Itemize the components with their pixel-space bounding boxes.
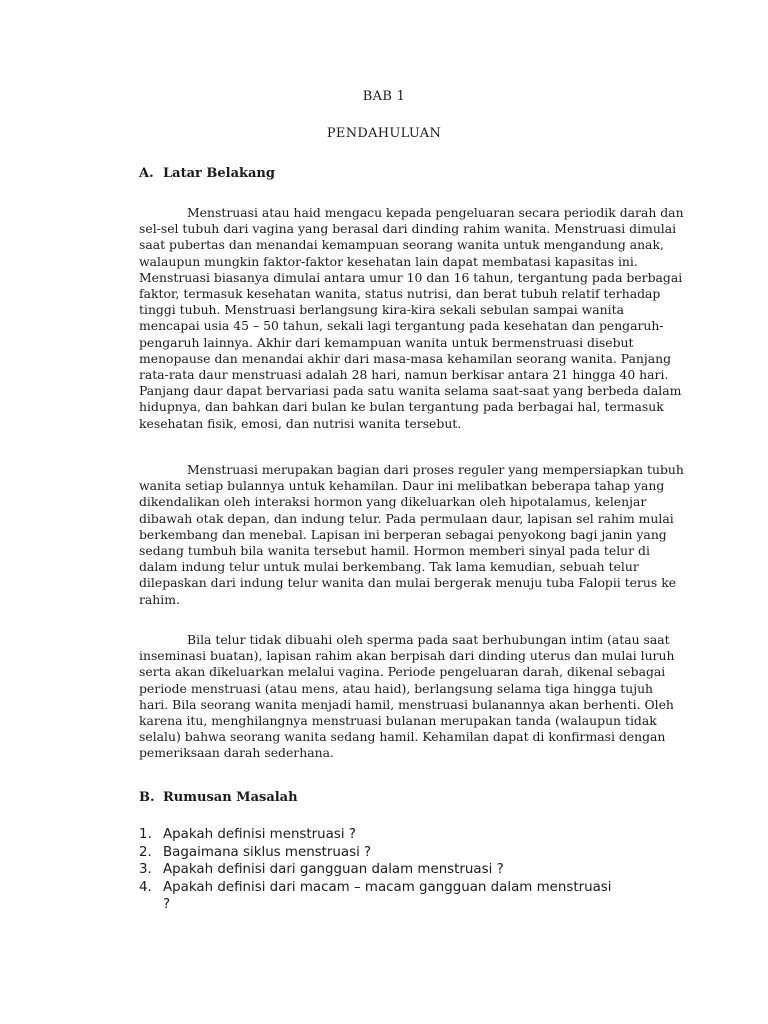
list-item-number: 3. xyxy=(139,862,152,878)
list-item-number: 4. xyxy=(139,879,152,895)
section-b-title: Rumusan Masalah xyxy=(163,790,298,805)
list-item-text: Apakah definisi menstruasi ? xyxy=(163,827,356,842)
list-item xyxy=(139,826,619,844)
list-item xyxy=(139,861,619,879)
question-list xyxy=(139,826,619,914)
paragraph-1 xyxy=(139,205,684,432)
paragraph-3 xyxy=(139,632,684,762)
list-item-number: 2. xyxy=(139,844,152,860)
paragraph-1-text: Menstruasi atau haid mengacu kepada pengeluaran secara periodik darah dan sel-sel tubuh dari vagina yang berasal dari dinding rahim wanita. Menstruasi dimulai saat pubertas dan menandai kemampuan seorang wanita untuk mengandung anak, walaupun mungkin faktor-faktor kesehatan lain dapat membatasi kapasitas ini. Menstruasi biasanya dimulai antara umur 10 dan 16 tahun, tergantung pada berbagai faktor, termasuk kesehatan wanita, status nutrisi, dan berat tubuh relatif terhadap tinggi tubuh. Menstruasi berlangsung kira-kira sekali sebulan sampai wanita mencapai usia 45 – 50 tahun, sekali lagi tergantung pada kesehatan dan pengaruh-pengaruh lainnya. Akhir dari kemampuan wanita untuk bermenstruasi disebut menopause dan menandai akhir dari masa-masa kehamilan seorang wanita. Panjang rata-rata daur menstruasi adalah 28 hari, namun berkisar antara 21 hingga 40 hari. Panjang daur dapat bervariasi pada satu wanita selama saat-saat yang berbeda dalam hidupnya, dan bahkan dari bulan ke bulan tergantung pada berbagai hal, termasuk kesehatan fisik, emosi, dan nutrisi wanita tersebut. xyxy=(139,205,684,431)
chapter-title: PENDAHULUAN xyxy=(326,126,442,141)
section-a-title: Latar Belakang xyxy=(163,166,275,181)
list-item xyxy=(139,844,619,862)
chapter-label: BAB 1 xyxy=(362,89,406,104)
paragraph-2-text: Menstruasi merupakan bagian dari proses reguler yang mempersiapkan tubuh wanita setiap bulannya untuk kehamilan. Daur ini melibatkan beberapa tahap yang dikendalikan oleh interaksi hormon yang dikeluarkan oleh hipotalamus, kelenjar dibawah otak depan, dan indung telur. Pada permulaan daur, lapisan sel rahim mulai berkembang dan menebal. Lapisan ini berperan sebagai penyokong bagi janin yang sedang tumbuh bila wanita tersebut hamil. Hormon memberi sinyal pada telur di dalam indung telur untuk mulai berkembang. Tak lama kemudian, sebuah telur dilepaskan dari indung telur wanita dan mulai bergerak menuju tuba Falopii terus ke rahim. xyxy=(139,462,684,607)
section-a-heading xyxy=(139,166,275,181)
list-item-text: Apakah definisi dari gangguan dalam menstruasi ? xyxy=(163,862,504,878)
list-item-number: 1. xyxy=(139,827,152,842)
paragraph-3-text: Bila telur tidak dibuahi oleh sperma pada saat berhubungan intim (atau saat inseminasi buatan), lapisan rahim akan berpisah dari dinding uterus dan mulai luruh serta akan dikeluarkan melalui vagina. Periode pengeluaran darah, dikenal sebagai periode menstruasi (atau mens, atau haid), berlangsung selama tiga hingga tujuh hari. Bila seorang wanita menjadi hamil, menstruasi bulanannya akan berhenti. Oleh karena itu, menghilangnya menstruasi bulanan merupakan tanda (walaupun tidak selalu) bahwa seorang wanita sedang hamil. Kehamilan dapat di konfirmasi dengan pemeriksaan darah sederhana. xyxy=(139,632,675,761)
list-item-text: Bagaimana siklus menstruasi ? xyxy=(163,844,372,860)
list-item xyxy=(139,879,619,914)
section-b-mark: B. xyxy=(139,790,155,805)
paragraph-2 xyxy=(139,462,684,608)
list-item-text: Apakah definisi dari macam – macam gangguan dalam menstruasi ? xyxy=(163,879,612,913)
section-b-heading xyxy=(139,790,298,805)
section-a-mark: A. xyxy=(139,166,154,181)
